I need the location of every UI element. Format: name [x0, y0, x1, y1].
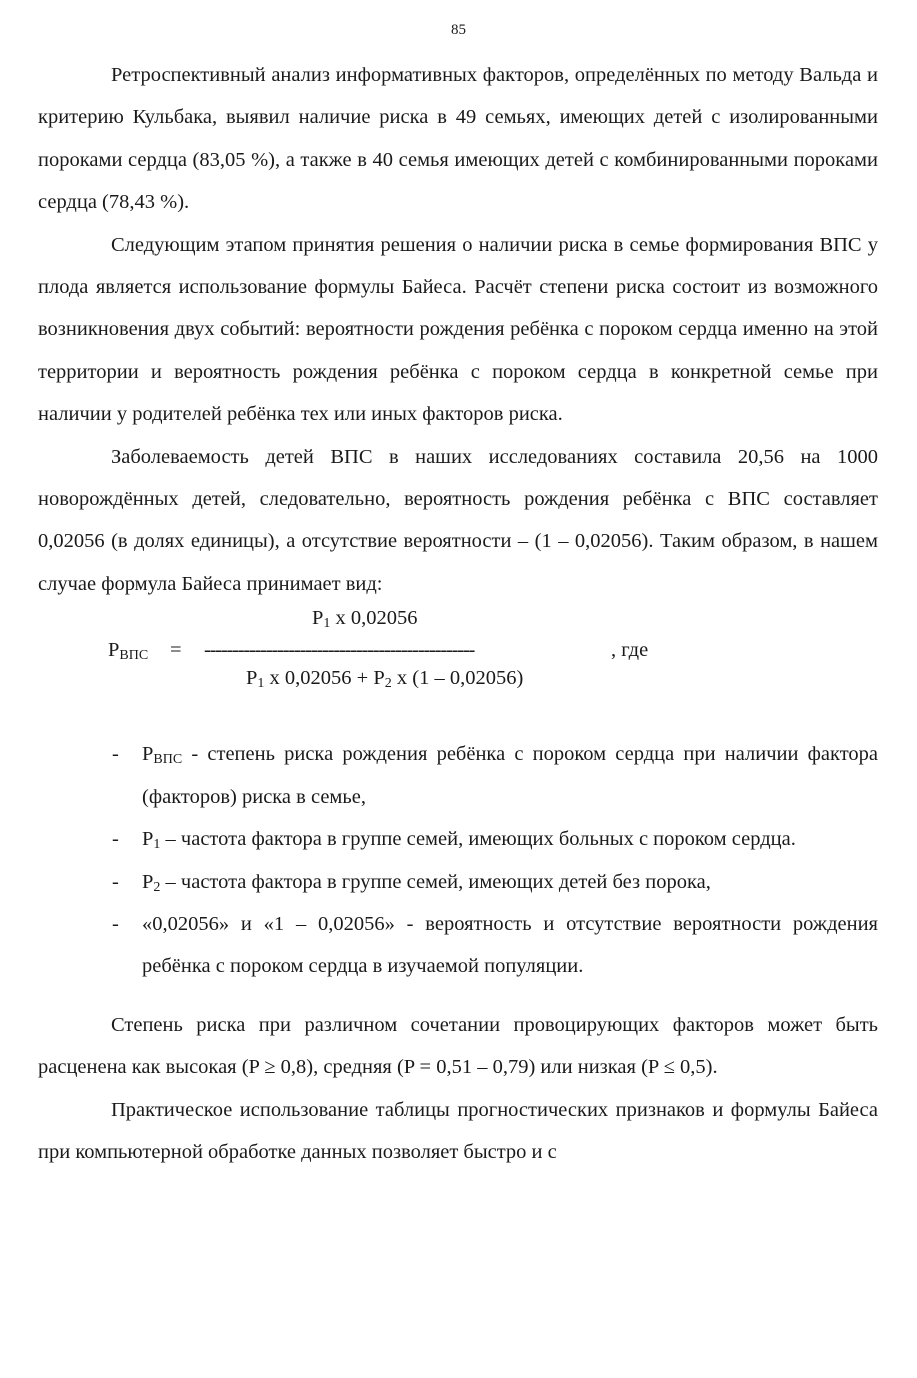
formula-equals: = — [170, 639, 182, 662]
definition-probabilities: - «0,02056» и «1 – 0,02056» - вероятность и отсутствие вероятности рождения ребёнка с пороком сердца в изучаемой популяции. — [112, 912, 878, 978]
paragraph-bayes-next-step: Следующим этапом принятия решения о наличии риска в семье формирования ВПС у плода является использование формулы Байеса. Расчёт степени риска состоит из возможного возникновения двух событий: вероятности рождения ребёнка с пороком сердца именно на этой территории и вероятность рождения ребёнка с пороком сердца в конкретной семье при наличии у родителей ребёнка тех или иных факторов риска. — [38, 233, 878, 426]
formula-numerator: $P_1$ x 0,02056 — [312, 607, 418, 632]
page-number: 85 — [451, 22, 466, 38]
paragraph-risk-degree: Степень риска при различном сочетании провоцирующих факторов может быть расценена как высокая (P ≥ 0,8), средняя (P = 0,51 – 0,79) или низкая (P ≤ 0,5). — [38, 1013, 878, 1079]
paragraph-practical-use: Практическое использование таблицы прогностических признаков и формулы Байеса при компьютерной обработке данных позволяет быстро и с — [38, 1098, 878, 1163]
bayes-formula — [38, 605, 878, 705]
document-body — [38, 54, 878, 1173]
definitions-list — [38, 733, 878, 987]
formula-where: , где — [611, 639, 649, 662]
paragraph-retrospective-analysis: Ретроспективный анализ информативных факторов, определённых по методу Вальда и критерию Кульбака, выявил наличие риска в 49 семьях, имеющих детей с изолированными пороками сердца (83,05 %), а также в 40 семья имеющих детей с комбинированными пороками сердца (78,43 %). — [38, 64, 878, 214]
definition-p-vps: - $P_{ВПС}$ - степень риска рождения ребёнка с пороком сердца при наличии фактора (факторов) риска в семье, — [112, 743, 878, 808]
paragraph-incidence: Заболеваемость детей ВПС в наших исследованиях составила 20,56 на 1000 новорождённых детей, следовательно, вероятность рождения ребёнка с ВПС составляет 0,02056 (в долях единицы), а отсутствие вероятности – (1 – 0,02056). Таким образом, в нашем случае формула Байеса принимает вид: — [38, 445, 878, 595]
definition-p2: - $P_2$ – частота фактора в группе семей, имеющих детей без порока, — [112, 870, 711, 895]
formula-fraction-line: ------------------------------------------------ — [204, 639, 475, 662]
spacer — [38, 988, 878, 1004]
formula-lhs: $P_{ВПС}$ — [108, 639, 149, 664]
definition-p1: - $P_1$ – частота фактора в группе семей, имеющих больных с пороком сердца. — [112, 828, 796, 853]
formula-denominator: $P_1$ x $0,02056 + P_2$ x (1 – 0,02056) — [246, 667, 524, 692]
